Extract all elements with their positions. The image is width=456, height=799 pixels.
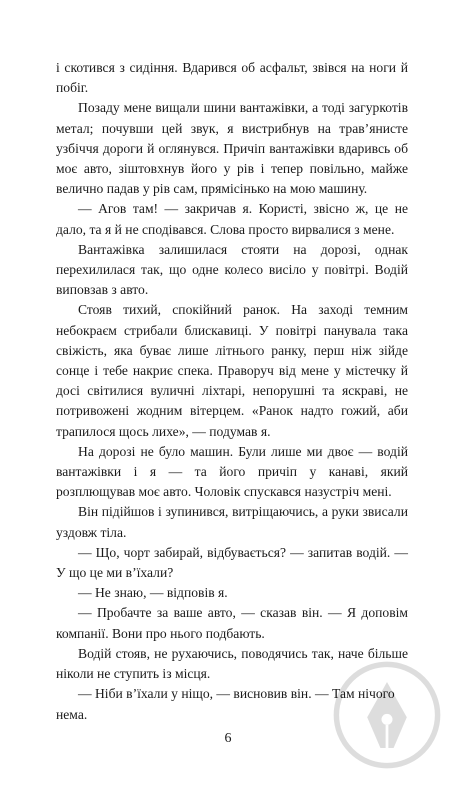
paragraph-4: Вантажівка залишилася стояти на дорозі, однак перехилилася так, що одне колесо висіло у повітрі. Водій виповзав з авто. (56, 241, 408, 298)
paragraph-6: На дорозі не було машин. Були лише ми двоє — водій вантажівки і я — та його причіп у канаві, який розплющував моє авто. Чоловік спускався назустріч мені. (56, 443, 408, 500)
paragraph-7: Він підійшов і зупинився, витріщаючись, а руки звисали уздовж тіла. (56, 504, 408, 540)
paragraph-11: Водій стояв, не рухаючись, поводячись так, наче більше ніколи не ступить із місця. (56, 645, 408, 682)
paragraph-12: — Ніби в’їхали у ніщо, — висновив він. — Там нічого нема. (56, 686, 395, 722)
paragraph-8: — Що, чорт забирай, відбувається? — запитав водій. — У що це ми в’їхали? (56, 544, 408, 581)
paragraph-5: Стояв тихий, спокійний ранок. На заході темним небокраєм стрибали блискавиці. У повітрі панувала така свіжість, яка буває лише літнього ранку, перш ніж зійде сонце і тебе накриє спека. Праворуч від мене у містечку й досі світилися вуличні ліхтарі, непорушні та яскраві, не потривожені жодним вітерцем. «Ранок надто гожий, аби трапилося щось лихе», — подумав я. (56, 302, 408, 439)
pen-nib-watermark-icon (332, 660, 442, 770)
paragraph-3: — Агов там! — закричав я. Користі, звісно ж, це не дало, та я й не сподівався. Слова просто вирвалися з мене. (56, 201, 408, 237)
page-number: 6 (224, 731, 232, 746)
paragraph-10: — Пробачте за ваше авто, — сказав він. — Я доповім компанії. Вони про нього подбають. (56, 605, 408, 641)
paragraph-2: Позаду мене вищали шини вантажівки, а тоді загуркотів метал; почувши цей звук, я вистрибнув на трав’янисте узбіччя дороги й оглянувся. Причіп вантажівки вдаривсь об моє авто, зіштовхнув його у рів і тепер повільно, майже велично падав у рів сам, прямісінько на мою машину. (56, 100, 408, 197)
body-text (56, 58, 408, 725)
paragraph-9: — Не знаю, — відповів я. (78, 585, 228, 601)
paragraph-1: і скотився з сидіння. Вдарився об асфальт, звівся на ноги й побіг. (56, 60, 408, 96)
